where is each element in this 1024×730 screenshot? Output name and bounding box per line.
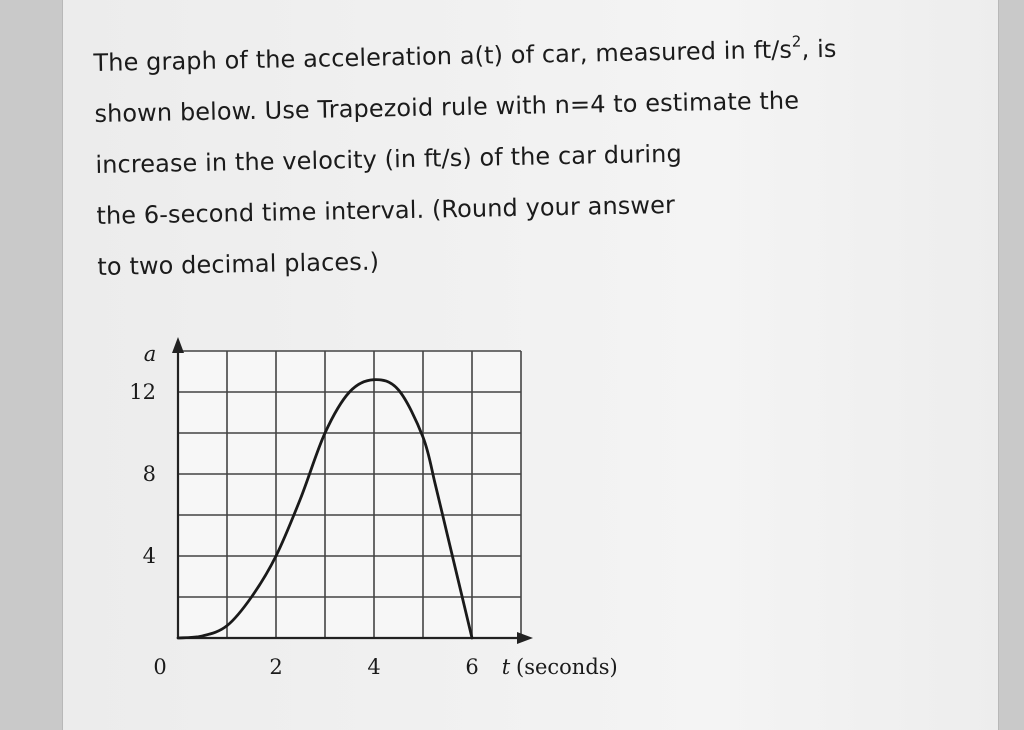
y-tick-label: 4	[142, 544, 156, 568]
problem-line-2: shown below. Use Trapezoid rule with n=4 to estimate the	[94, 86, 800, 128]
problem-line-5: to two decimal places.)	[97, 247, 380, 281]
x-tick-label: 0	[153, 655, 167, 679]
x-tick-label: 2	[269, 655, 283, 679]
superscript-exponent: 2	[791, 32, 802, 51]
y-axis-arrow-icon	[172, 337, 184, 353]
y-tick-label: 8	[142, 462, 156, 486]
problem-statement	[93, 21, 958, 292]
x-tick-label: 6	[465, 655, 479, 679]
x-axis-arrow-icon	[517, 632, 533, 644]
acceleration-chart-svg	[110, 335, 670, 695]
y-tick-label: 12	[129, 380, 156, 404]
x-axis-unit-label: (seconds)	[516, 655, 618, 679]
acceleration-graph	[110, 335, 670, 695]
x-tick-label: 4	[367, 655, 381, 679]
x-axis-variable-label: t	[501, 655, 511, 679]
problem-line-1-tail: , is	[801, 34, 837, 64]
problem-line-3: increase in the velocity (in ft/s) of the car during	[95, 139, 683, 179]
problem-line-4: the 6-second time interval. (Round your answer	[96, 190, 676, 230]
problem-line-1-text: The graph of the acceleration a(t) of car, measured in ft/s	[93, 35, 793, 77]
y-axis-label: a	[143, 342, 157, 366]
